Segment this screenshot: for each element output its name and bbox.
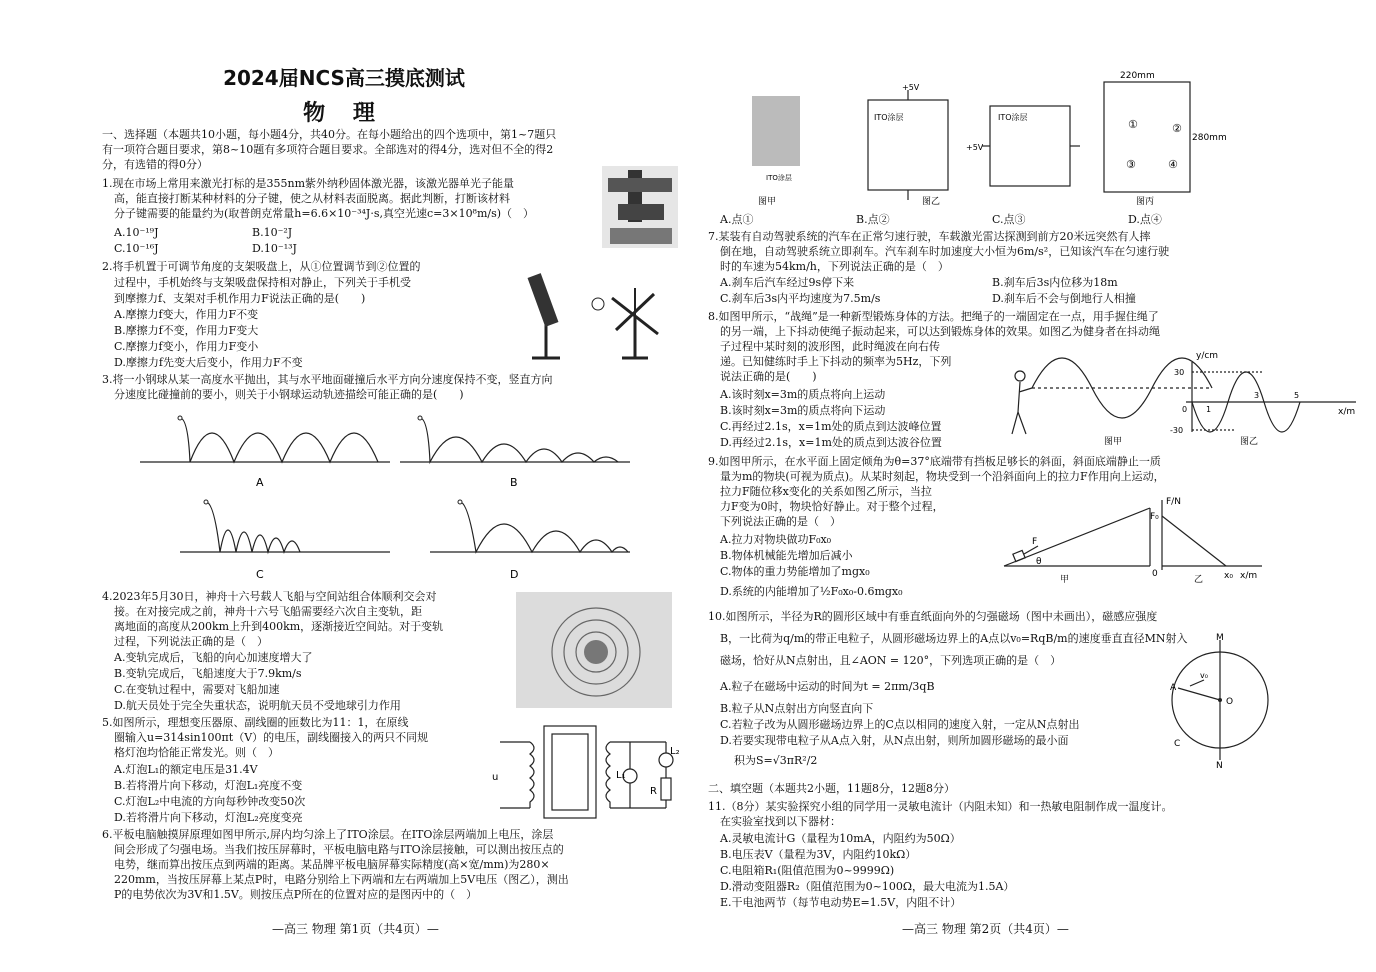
q1-line: 高，能直接打断某种材料的分子键，使之从材料表面脱离。据此判断，打断该材料 (114, 192, 510, 205)
voltage-top-label: +5V (902, 83, 920, 92)
q5-option: B.若将滑片向下移动，灯泡L₁亮度不变 (114, 779, 303, 792)
q5-option: D.若将滑片向下移动，灯泡L₂亮度变亮 (114, 811, 303, 824)
section1-line: 一、选择题（本题共10小题，每小题4分，共40分。在每小题给出的四个选项中，第1~7题只 (102, 128, 557, 141)
caption-fig-a: 甲 (1060, 575, 1070, 585)
height-label: 280mm (1192, 133, 1227, 143)
x-axis-label: x/m (1338, 407, 1356, 417)
phone-stand-figure (512, 268, 672, 368)
trajectory-options-figure (130, 404, 640, 584)
q8-line: 的另一端，上下抖动使绳子振动起来，可以达到锻炼身体的效果。如图乙为健身者在抖动绳 (720, 325, 1160, 338)
force-label: F (1032, 537, 1038, 547)
q10-line: B，一比荷为q/m的带正电粒子，从圆形磁场边界上的A点以v₀=RqB/m的速度垂直直径MN射入 (720, 632, 1188, 645)
x0-label: x₀ (1224, 571, 1233, 581)
caption-fig-c: 图丙 (1136, 197, 1155, 207)
mark-3: ③ (1126, 158, 1136, 171)
q6-line: 220mm，当按压屏幕上某点P时，电路分别给上下两端和左右两端加上5V电压（图乙），测出 (114, 873, 569, 886)
q7-option: B.刹车后3s内位移为18m (992, 276, 1118, 289)
q9-option: A.拉力对物块做功F₀x₀ (720, 533, 832, 546)
q9-line: 下列说法正确的是（ ） (720, 515, 841, 528)
exam-title: 2024届NCS高三摸底测试 (223, 66, 465, 90)
origin-label: 0 (1182, 405, 1188, 414)
caption-fig-b: 图乙 (1240, 437, 1259, 447)
tick-5: 5 (1294, 391, 1300, 400)
q10-option: A.粒子在磁场中运动的时间为t = 2πm/3qB (720, 680, 935, 693)
q7-option: A.刹车后汽车经过9s停下来 (720, 276, 855, 289)
q2-line: 过程中，手机始终与支架吸盘保持相对静止，下列关于手机受 (114, 276, 411, 289)
voltage-label: u (492, 772, 499, 783)
q5-line: 5.如图所示，理想变压器原、副线圈的匝数比为11：1，在原线 (102, 716, 409, 729)
q10-line: 10.如图所示，半径为R的圆形区域中有垂直纸面向外的匀强磁场（图中未画出），磁感应强度 (708, 610, 1158, 623)
voltage-left-label: +5V (966, 143, 984, 152)
q1-option: B.10⁻²J (252, 226, 293, 239)
q4-line: 过程，下列说法正确的是（ ） (114, 635, 268, 648)
point-c-label: C (1174, 739, 1181, 749)
q6-option: A.点① (720, 213, 754, 226)
q6-option: D.点④ (1128, 213, 1162, 226)
tick-3: 3 (1254, 391, 1260, 400)
q11-item: E.干电池两节（每节电动势E=1.5V，内阻不计） (720, 896, 962, 909)
q4-line: 4.2023年5月30日，神舟十六号载人飞船与空间站组合体顺利交会对 (102, 590, 437, 603)
q9-line: 9.如图甲所示，在水平面上固定倾角为θ=37°底端带有挡板足够长的斜面，斜面底端静止一质 (708, 455, 1161, 468)
q9-line: 量为m的物块(可视为质点)。从某时刻起，物块受到一个沿斜面向上的拉力F作用向上运动， (720, 470, 1165, 483)
caption-fig-b: 乙 (1194, 575, 1204, 585)
q6-option: B.点② (856, 213, 890, 226)
q5-option: A.灯泡L₁的额定电压是31.4V (114, 763, 258, 776)
transformer-circuit-figure (490, 718, 680, 826)
width-label: 220mm (1120, 71, 1155, 81)
q10-line: 磁场，恰好从N点射出，且∠AON = 120°，下列选项正确的是（ ） (720, 654, 1062, 667)
q4-line: 接。在对接完成之前，神舟十六号飞船需要经六次自主变轨，距 (114, 605, 422, 618)
q9-option: C.物体的重力势能增加了mgx₀ (720, 565, 870, 578)
option-label-d: D (510, 568, 519, 581)
lamp2-label: L₂ (670, 746, 680, 757)
q2-option: A.摩擦力f变大，作用力F不变 (114, 308, 259, 321)
battle-rope-figure (1004, 342, 1364, 450)
q2-line: 到摩擦力f、支架对手机作用力F说法正确的是( ) (114, 292, 366, 305)
q7-option: C.刹车后3s内平均速度为7.5m/s (720, 292, 881, 305)
caption-fig-a: 图甲 (758, 197, 777, 207)
q4-option: C.在变轨过程中，需要对飞船加速 (114, 683, 280, 696)
q11-line: 11.（8分）某实验探究小组的同学用一灵敏电流计（内阻未知）和一热敏电阻制作成一温度计。 (708, 800, 1173, 813)
y-axis-label: y/cm (1196, 351, 1219, 361)
ito-label-2: ITO涂层 (998, 113, 1028, 122)
page-2 (688, 0, 1376, 972)
incline-force-figure (1000, 494, 1270, 584)
y-min-label: -30 (1170, 426, 1184, 435)
tick-1: 1 (1206, 405, 1212, 414)
section1-line: 有一项符合题目要求，第8~10题有多项符合题目要求。全部选对的得4分，选对但不全的得2 (102, 143, 554, 156)
y-axis-label: F/N (1166, 497, 1181, 507)
q10-option: B.粒子从N点射出方向竖直向下 (720, 702, 874, 715)
q6-line: 6.平板电脑触摸屏原理如图甲所示,屏内均匀涂上了ITO涂层。在ITO涂层两端加上电压，涂层 (102, 828, 554, 841)
q4-line: 离地面的高度从200km上升到400km，逐渐接近空间站。对于变轨 (114, 620, 444, 633)
point-m-label: M (1216, 633, 1224, 643)
touchscreen-figures (728, 70, 1227, 210)
q7-option: D.刹车后不会与倒地行人相撞 (992, 292, 1136, 305)
mark-4: ④ (1168, 158, 1178, 171)
q5-line: 格灯泡均恰能正常发光。则（ ） (114, 746, 279, 759)
option-label-c: C (256, 568, 264, 581)
q2-option: B.摩擦力f不变，作用力F变大 (114, 324, 259, 337)
q6-line: 间会形成了匀强电场。当我们按压屏幕时，平板电脑电路与ITO涂层接触，可以测出按压点的 (114, 843, 564, 856)
point-o-label: O (1226, 697, 1234, 707)
q4-option: A.变轨完成后，飞船的向心加速度增大了 (114, 651, 313, 664)
caption-fig-b: 图乙 (922, 197, 941, 207)
q5-line: 圈输入u=314sin100πt（V）的电压，副线圈接入的两只不同规 (114, 731, 429, 744)
orbit-image (516, 592, 672, 708)
q1-option: D.10⁻¹³J (252, 242, 297, 255)
q3-line: 分速度比碰撞前的要小，则关于小钢球运动轨迹描绘可能正确的是( ) (114, 388, 464, 401)
q8-line: 子过程中某时刻的波形图，此时绳波在向右传 (720, 340, 940, 353)
q11-item: C.电阻箱R₁(阻值范围为0~9999Ω) (720, 864, 895, 877)
q8-option: C.再经过2.1s，x=1m处的质点到达波峰位置 (720, 420, 942, 433)
angle-label: θ (1036, 557, 1042, 567)
origin-label: 0 (1152, 569, 1158, 579)
q8-option: D.再经过2.1s，x=1m处的质点到达波谷位置 (720, 436, 942, 449)
subject-title: 物 理 (303, 101, 385, 126)
q6-line: P的电势依次为3V和1.5V。则按压点P所在的位置对应的是图丙中的（ ） (114, 888, 478, 901)
q11-line: 在实验室找到以下器材： (720, 815, 841, 828)
option-label-b: B (510, 476, 518, 489)
lamp1-label: L₁ (616, 770, 626, 781)
q1-line: 分子键需要的能量约为(取普朗克常量h=6.6×10⁻³⁴J·s,真空光速c=3×10⁸m/s)（ ） (114, 207, 535, 220)
point-n-label: N (1216, 761, 1223, 771)
q4-option: B.变轨完成后，飞船速度大于7.9km/s (114, 667, 302, 680)
x-axis-label: x/m (1240, 571, 1258, 581)
q7-line: 倒在地，自动驾驶系统立即刹车。汽车刹车时加速度大小恒为6m/s²，已知该汽车在匀速行驶 (720, 245, 1170, 258)
q9-option: D.系统的内能增加了½F₀x₀-0.6mgx₀ (720, 585, 903, 598)
resistor-label: R (650, 786, 657, 797)
q9-line: 力F变为0时，物块恰好静止。对于整个过程， (720, 500, 944, 513)
q10-option: C.若粒子改为从圆形磁场边界上的C点以相同的速度入射，一定从N点射出 (720, 718, 1080, 731)
q2-option: D.摩擦力f先变大后变小，作用力F不变 (114, 356, 303, 369)
ito-label-1: ITO涂层 (874, 113, 904, 122)
q6-line: 电势，继而算出按压点到两端的距离。某品牌平板电脑屏幕实际精度(高×宽/mm)为280× (114, 858, 550, 871)
q8-line: 说法正确的是( ) (720, 370, 817, 383)
mark-1: ① (1128, 118, 1138, 131)
section2-title: 二、填空题（本题共2小题，11题8分，12题8分） (708, 782, 955, 795)
q9-option: B.物体机械能先增加后减小 (720, 549, 853, 562)
q10-option: D.若要实现带电粒子从A点入射，从N点出射，则所加圆形磁场的最小面 (720, 734, 1069, 747)
q2-option: C.摩擦力f变小，作用力F变小 (114, 340, 259, 353)
q11-item: B.电压表V（量程为3V，内阻约10kΩ） (720, 848, 917, 861)
ito-small-label: ITO涂层 (766, 174, 792, 182)
magnetic-field-figure (1170, 630, 1270, 770)
q8-option: A.该时刻x=3m的质点将向上运动 (720, 388, 886, 401)
q11-item: D.滑动变阻器R₂（阻值范围为0~100Ω，最大电流为1.5A） (720, 880, 1015, 893)
caption-fig-a: 图甲 (1104, 437, 1123, 447)
q11-item: A.灵敏电流计G（量程为10mA，内阻约为50Ω） (720, 832, 961, 845)
q8-option: B.该时刻x=3m的质点将向下运动 (720, 404, 886, 417)
q1-line: 1.现在市场上常用来激光打标的是355nm紫外纳秒固体激光器，该激光器单光子能量 (102, 177, 515, 190)
f0-label: F₀ (1150, 512, 1159, 522)
y-max-label: 30 (1174, 368, 1185, 377)
q1-option: A.10⁻¹⁹J (114, 226, 159, 239)
q10-option-cont: 积为S=√3πR²/2 (734, 754, 818, 767)
q8-line: 8.如图甲所示，“战绳”是一种新型锻炼身体的方法。把绳子的一端固定在一点，用手握住绳了 (708, 310, 1159, 323)
laser-marker-image (600, 164, 680, 250)
page-footer: —高三 物理 第1页（共4页）— (272, 922, 439, 936)
q7-line: 7.某装有自动驾驶系统的汽车在正常匀速行驶，车载激光雷达探测到前方20米远突然有人摔 (708, 230, 1151, 243)
q3-line: 3.将一小钢球从某一高度水平抛出，其与水平地面碰撞后水平方向分速度保持不变，竖直方向 (102, 373, 553, 386)
q1-option: C.10⁻¹⁶J (114, 242, 159, 255)
page-footer: —高三 物理 第2页（共4页）— (902, 922, 1069, 936)
q6-option: C.点③ (992, 213, 1026, 226)
velocity-label: v₀ (1200, 671, 1208, 680)
q7-line: 时的车速为54km/h，下列说法正确的是（ ） (720, 260, 949, 273)
q8-line: 递。已知健练时手上下抖动的频率为5Hz，下列 (720, 355, 952, 368)
point-a-label: A (1170, 683, 1177, 693)
mark-2: ② (1172, 122, 1182, 135)
q2-line: 2.将手机置于可调节角度的支架吸盘上，从①位置调节到②位置的 (102, 260, 421, 273)
q5-option: C.灯泡L₂中电流的方向每秒钟改变50次 (114, 795, 306, 808)
q9-line: 拉力F随位移x变化的关系如图乙所示，当拉 (720, 485, 932, 498)
option-label-a: A (256, 476, 264, 489)
q4-option: D.航天员处于完全失重状态，说明航天员不受地球引力作用 (114, 699, 401, 712)
section1-line: 分，有选错的得0分） (102, 158, 208, 171)
